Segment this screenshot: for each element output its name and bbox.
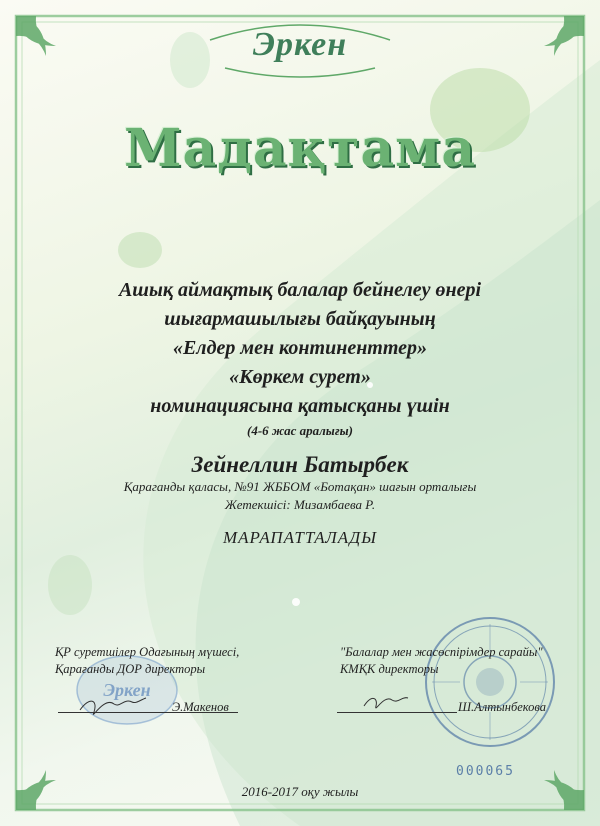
body-line: номинациясына қатысқаны үшін: [150, 395, 450, 417]
signer-right: Ш.Алтынбекова: [458, 700, 546, 714]
signature-left-title: ҚР суретшілер Одағының мүшесі,: [55, 645, 240, 659]
signature-left-position: Қарағанды ДОР директоры: [55, 662, 206, 676]
recipient-name: Зейнеллин Батырбек: [191, 452, 409, 477]
body-line: «Көркем сурет»: [229, 366, 371, 388]
recipient-details: [0, 478, 600, 514]
body-line: шығармашылығы байқауының: [164, 308, 436, 330]
signer-left: Э.Макенов: [172, 700, 229, 714]
academic-year: 2016-2017 оқу жылы: [241, 784, 359, 799]
signature-right-position: КМҚК директоры: [340, 662, 439, 676]
recipient-mentor: Жетекшісі: Мизамбаева Р.: [224, 497, 376, 512]
certificate-body: [60, 276, 540, 441]
signature-left: [55, 644, 285, 678]
handwritten-signature-left: [78, 692, 148, 716]
serial-number: 000065: [456, 764, 515, 779]
signature-right-title: "Балалар мен жасөспірімдер сарайы": [340, 645, 543, 659]
handwritten-signature-right: [362, 690, 422, 714]
signature-right: [340, 644, 570, 678]
brand-logo: Эркен: [252, 26, 348, 63]
award-text: МАРАПАТТАЛАДЫ: [222, 528, 378, 547]
stamp-logo-text: Эркен: [103, 680, 151, 700]
recipient-place: Қараганды қаласы, №91 ЖББОМ «Ботақан» шағын орталығы: [123, 479, 477, 494]
stamp-right: [420, 612, 560, 752]
age-group: (4-6 жас аралығы): [247, 423, 353, 438]
body-line: Ашық аймақтық балалар бейнелеу өнері: [118, 279, 482, 301]
certificate-title: Мадақтама: [123, 118, 477, 179]
body-line: «Елдер мен континенттер»: [172, 337, 428, 359]
